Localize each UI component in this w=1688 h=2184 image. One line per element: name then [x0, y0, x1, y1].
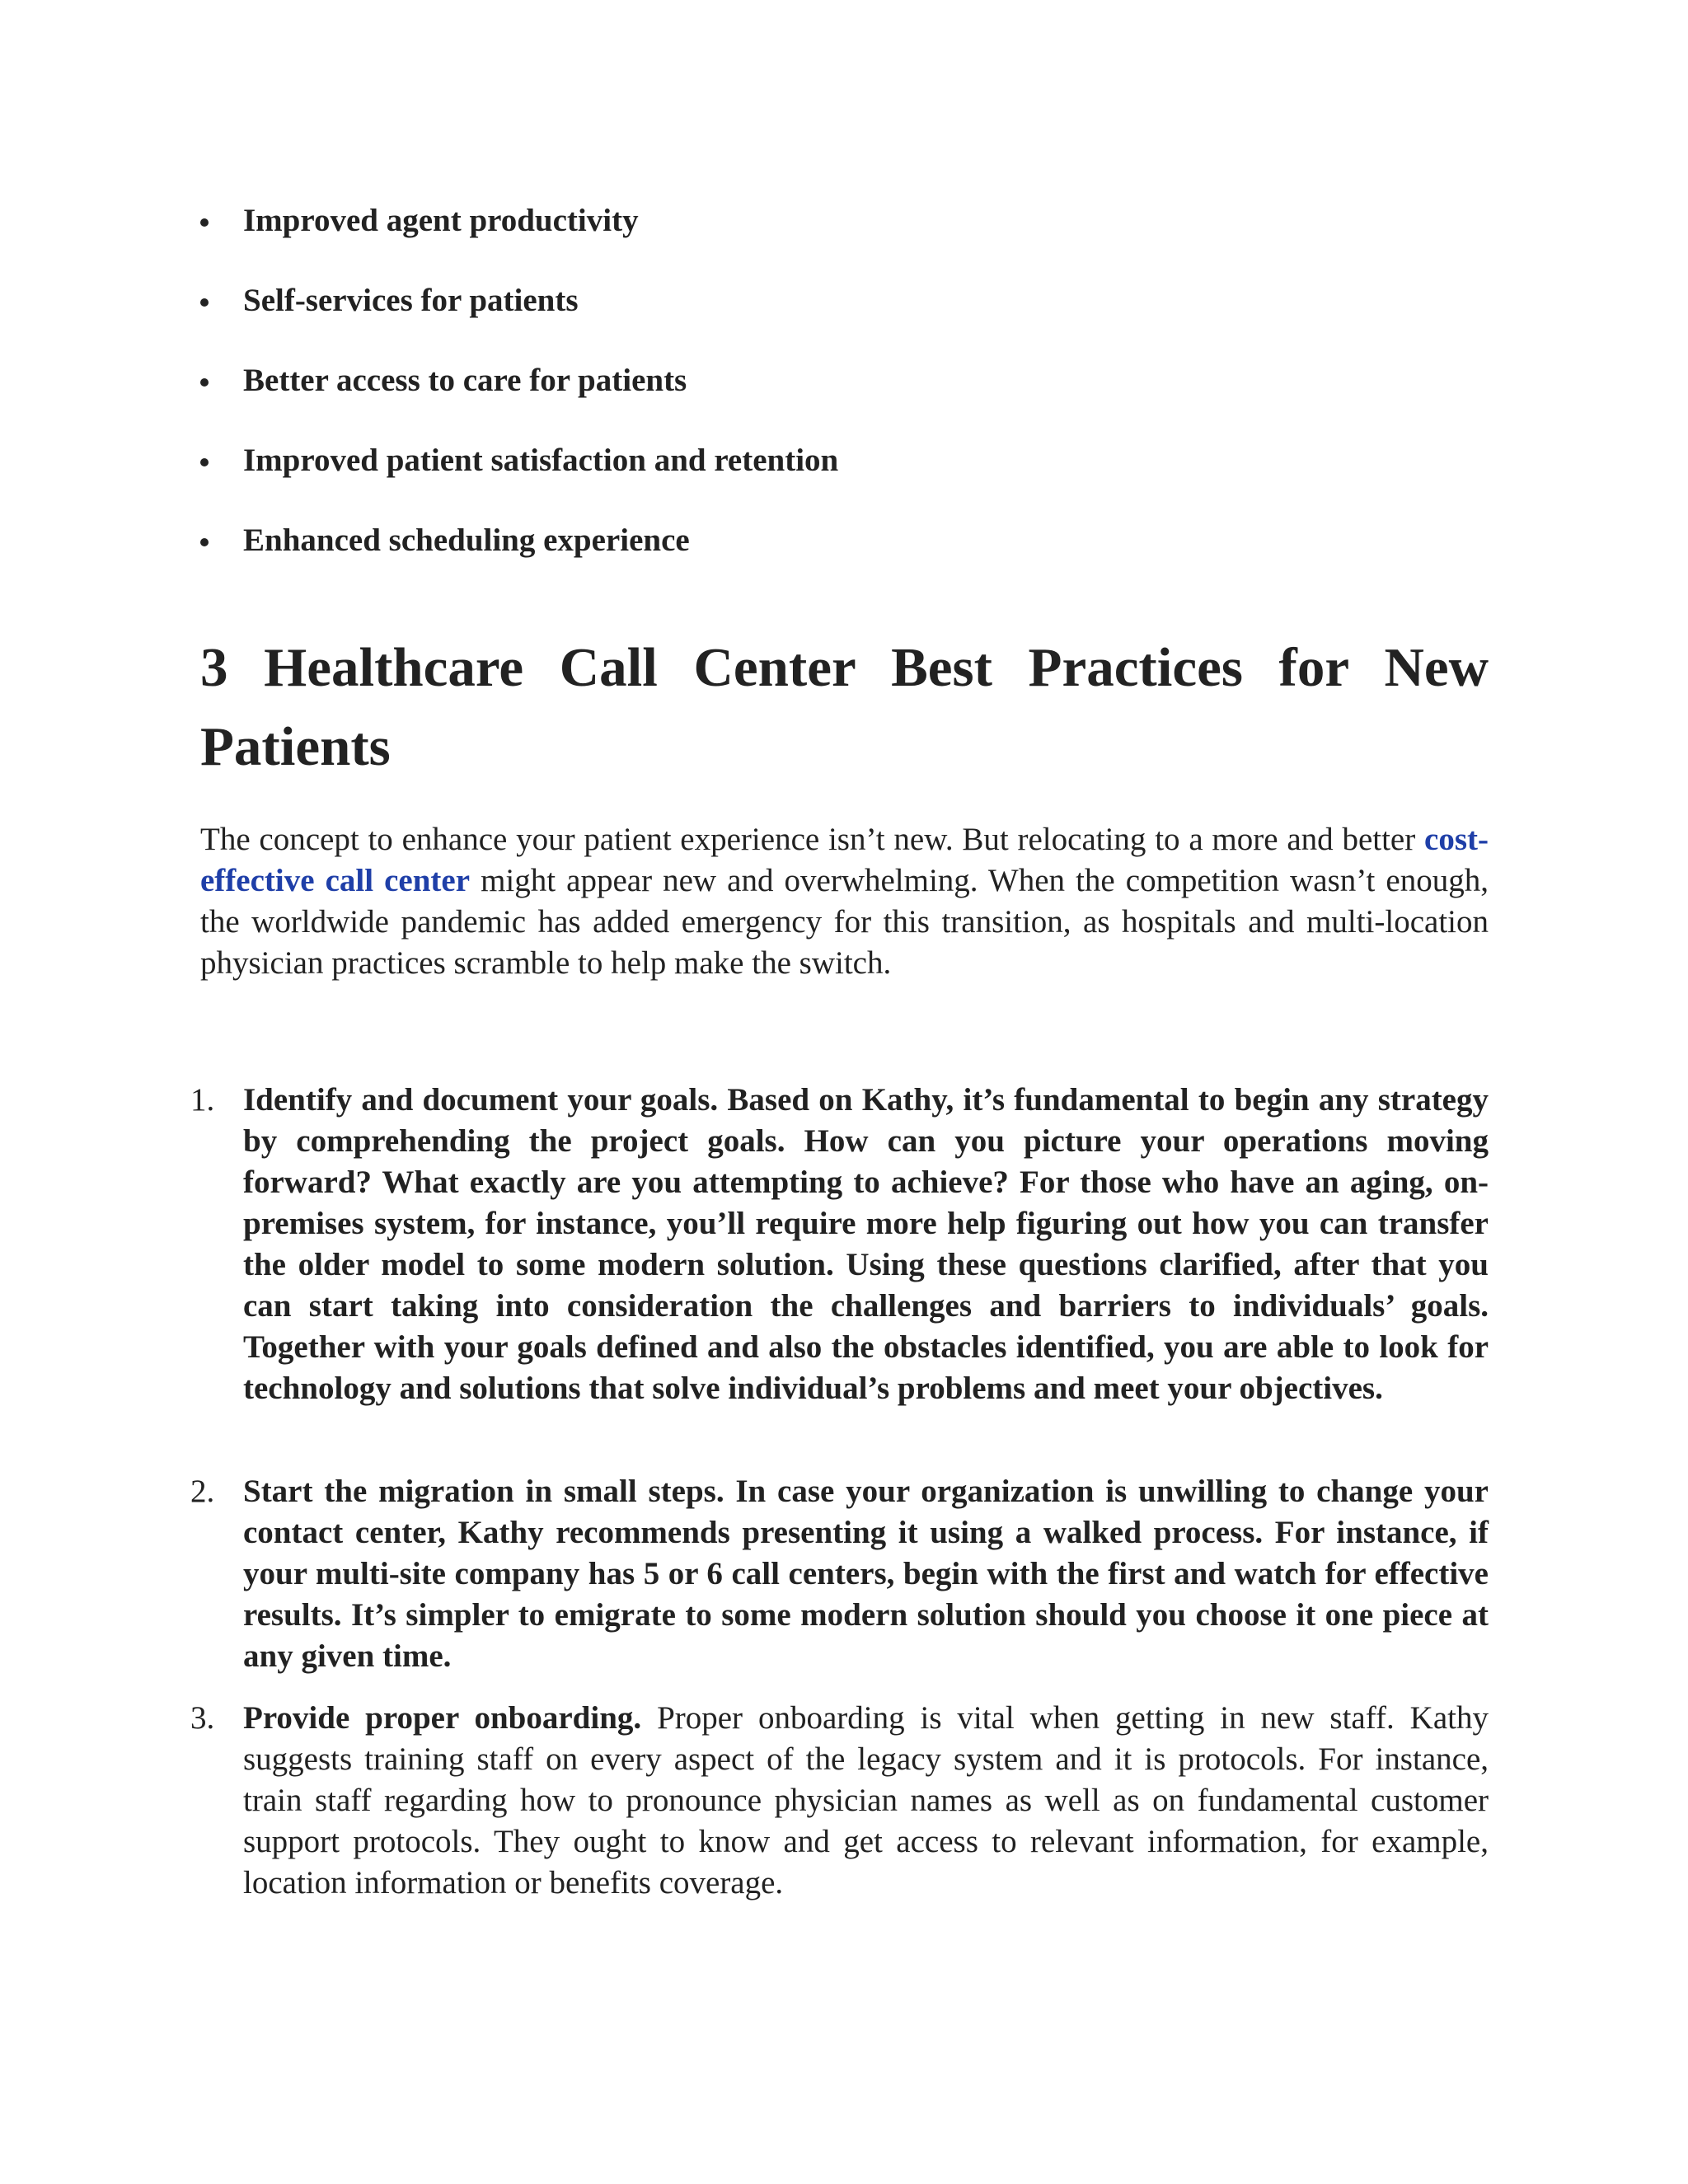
list-item-text: Improved agent productivity — [243, 203, 639, 238]
intro-text-before: The concept to enhance your patient experience isn’t new. But relocating to a more and better — [200, 822, 1425, 857]
step-text: Identify and document your goals. Based on Kathy, it’s fundamental to begin any strategy by comprehending the project goals. How can you picture your operations moving forward? What exactly are you attempting to achieve? For those who have an aging, on-premises system, for instance, you’ll require more help figuring out how you can transfer the older model to some modern solution. Using these questions clarified, after that you can start taking into consideration the challenges and barriers to individuals’ goals. Together with your goals defined and also the obstacles identified, you are able to look for technology and solutions that solve individual’s problems and meet your objectives. — [243, 1082, 1489, 1406]
best-practices-list — [190, 1080, 1489, 1904]
bullet-icon — [200, 538, 209, 546]
list-item-text: Enhanced scheduling experience — [243, 523, 690, 558]
list-item — [190, 1471, 1489, 1698]
benefits-list — [200, 194, 1489, 594]
bullet-icon — [200, 458, 209, 466]
bullet-icon — [200, 298, 209, 307]
list-item-text: Self-services for patients — [243, 283, 579, 318]
intro-paragraph — [200, 819, 1489, 984]
step-text: Start the migration in small steps. In case your organization is unwilling to change your contact center, Kathy recommends presenting it using a walked process. For instance, if your multi-site company has 5 or 6 call centers, begin with the first and watch for effective results. It’s simpler to emigrate to some modern solution should you choose it one piece at any given time. — [243, 1474, 1489, 1674]
list-item-text: Improved patient satisfaction and retention — [243, 443, 839, 478]
list-item — [190, 1698, 1489, 1904]
step-lead: Provide proper onboarding. — [243, 1700, 642, 1736]
section-heading: 3 Healthcare Call Center Best Practices for New Patients — [200, 637, 1489, 777]
list-item — [200, 514, 1489, 594]
bullet-icon — [200, 378, 209, 387]
list-item — [190, 1080, 1489, 1471]
step-number: 2. — [190, 1474, 215, 1509]
step-number: 1. — [190, 1082, 215, 1118]
bullet-icon — [200, 218, 209, 227]
intro-text-after: might appear new and overwhelming. When the competition wasn’t enough, the worldwide pandemic has added emergency for this transition, as hospitals and multi-location physician practices scramble to help make the switch. — [200, 863, 1489, 981]
step-number: 3. — [190, 1700, 215, 1736]
list-item — [200, 354, 1489, 434]
cost-effective-call-center-link[interactable]: cost-effective call center — [200, 822, 1489, 898]
list-item — [200, 434, 1489, 514]
list-item-text: Better access to care for patients — [243, 363, 687, 398]
list-item — [200, 274, 1489, 354]
step-text: Proper onboarding is vital when getting in new staff. Kathy suggests training staff on every aspect of the legacy system and it is protocols. For instance, train staff regarding how to pronounce physician names as well as on fundamental customer support protocols. They ought to know and get access to relevant information, for example, location information or benefits coverage. — [243, 1700, 1489, 1900]
list-item — [200, 194, 1489, 274]
